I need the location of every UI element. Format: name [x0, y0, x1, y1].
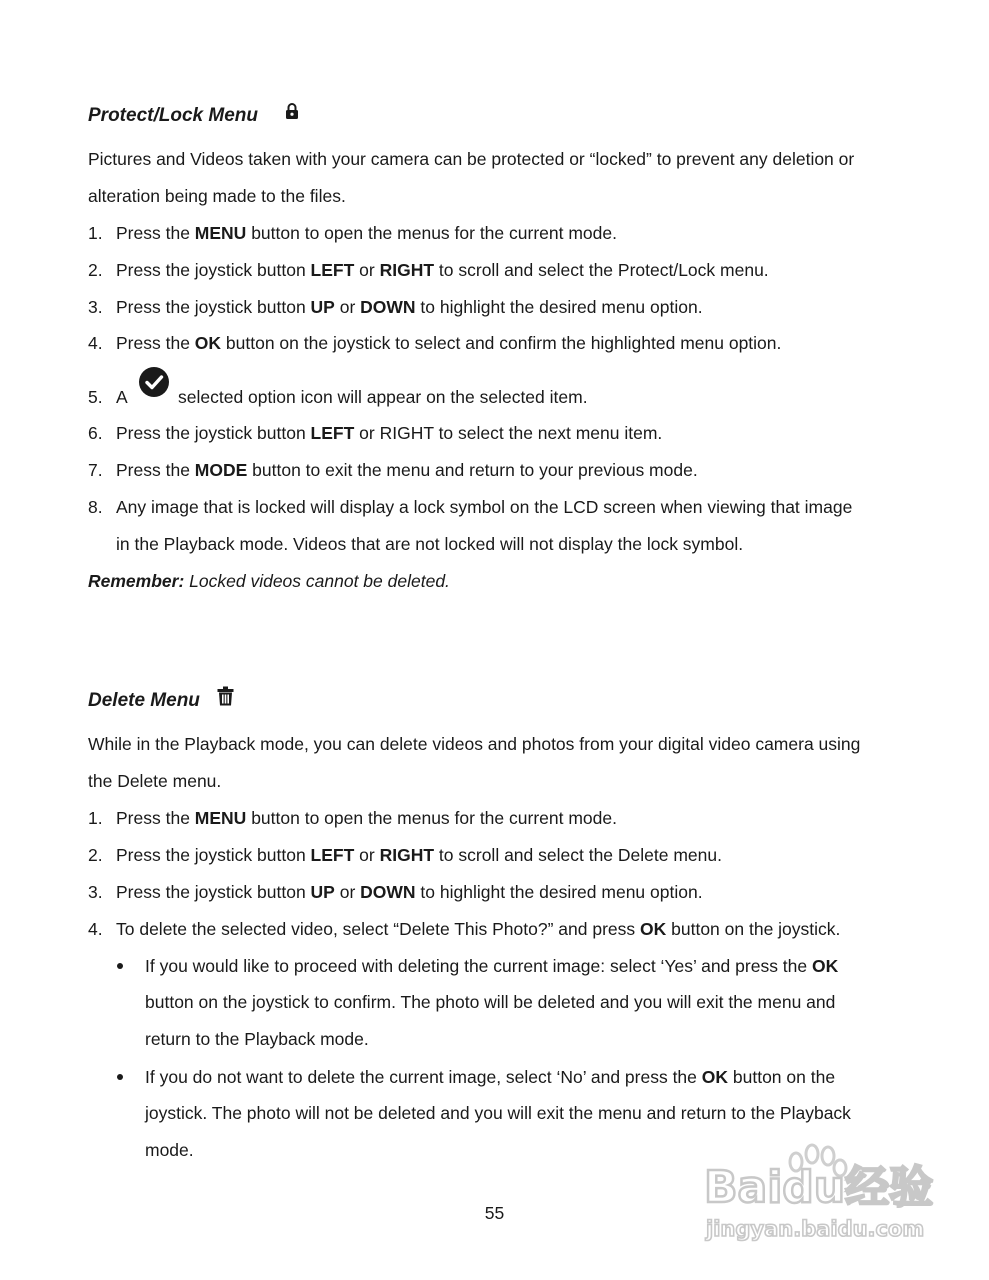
protect-intro-line2: alteration being made to the files.	[88, 186, 346, 206]
delete-bullet-1-line2: button on the joystick to confirm. The photo will be deleted and you will exit the menu and	[145, 992, 836, 1012]
protect-intro-line1: Pictures and Videos taken with your camera can be protected or “locked” to prevent any deletion or	[88, 149, 855, 169]
delete-step-number: 2.	[88, 845, 103, 865]
delete-step-1: Press the MENU button to open the menus for the current mode.	[116, 808, 617, 828]
delete-step-4: To delete the selected video, select “Delete This Photo?” and press OK button on the joystick.	[116, 919, 841, 939]
protect-step-number: 7.	[88, 460, 103, 480]
page-number: 55	[484, 1203, 505, 1223]
protect-step-4: Press the OK button on the joystick to select and confirm the highlighted menu option.	[116, 333, 782, 353]
protect-step-7: Press the MODE button to exit the menu and return to your previous mode.	[116, 460, 698, 480]
delete-step-2: Press the joystick button LEFT or RIGHT to scroll and select the Delete menu.	[116, 845, 722, 865]
protect-heading: Protect/Lock Menu	[88, 105, 258, 126]
delete-bullet-1-line1: If you would like to proceed with deleting the current image: select ‘Yes’ and press the OK	[145, 956, 839, 976]
delete-bullet-2-line2: joystick. The photo will not be deleted and you will exit the menu and return to the Playback	[145, 1103, 851, 1123]
protect-step-2: Press the joystick button LEFT or RIGHT to scroll and select the Protect/Lock menu.	[116, 260, 769, 280]
trash-icon	[217, 686, 234, 706]
delete-step-3: Press the joystick button UP or DOWN to highlight the desired menu option.	[116, 882, 703, 902]
lock-icon	[285, 102, 299, 120]
protect-step-5-text: selected option icon will appear on the selected item.	[178, 387, 588, 407]
watermark-url: jingyan.baidu.com	[706, 1217, 925, 1241]
delete-bullet-1-line3: return to the Playback mode.	[145, 1029, 369, 1049]
watermark-brand: Baidu经验	[704, 1162, 934, 1213]
protect-step-6: Press the joystick button LEFT or RIGHT to select the next menu item.	[116, 423, 663, 443]
delete-step-number: 3.	[88, 882, 103, 902]
remember-note: Remember: Locked videos cannot be deleted.	[88, 571, 450, 591]
protect-step-number: 8.	[88, 497, 103, 517]
protect-step-number: 6.	[88, 423, 103, 443]
protect-step-1: Press the MENU button to open the menus for the current mode.	[116, 223, 617, 243]
delete-step-number: 4.	[88, 919, 103, 939]
protect-step-number: 2.	[88, 260, 103, 280]
bullet-dot	[117, 1074, 123, 1080]
protect-step-number: 4.	[88, 333, 103, 353]
protect-step-8-line1: Any image that is locked will display a lock symbol on the LCD screen when viewing that image	[116, 497, 853, 517]
protect-step-8-line2: in the Playback mode. Videos that are not locked will not display the lock symbol.	[116, 534, 744, 554]
check-circle-icon	[138, 366, 170, 398]
protect-step-number: 5.	[88, 387, 103, 407]
protect-step-number: 1.	[88, 223, 103, 243]
protect-step-number: 3.	[88, 297, 103, 317]
protect-step-3: Press the joystick button UP or DOWN to highlight the desired menu option.	[116, 297, 703, 317]
delete-step-number: 1.	[88, 808, 103, 828]
delete-intro-line2: the Delete menu.	[88, 771, 222, 791]
bullet-dot	[117, 963, 123, 969]
delete-intro-line1: While in the Playback mode, you can delete videos and photos from your digital video camera using	[88, 734, 861, 754]
delete-bullet-2-line1: If you do not want to delete the current image, select ‘No’ and press the OK button on the	[145, 1067, 836, 1087]
baidu-watermark-logo	[700, 1132, 940, 1247]
delete-heading: Delete Menu	[88, 690, 200, 711]
protect-step-5-a: A	[116, 387, 128, 407]
delete-bullet-2-line3: mode.	[145, 1140, 194, 1160]
